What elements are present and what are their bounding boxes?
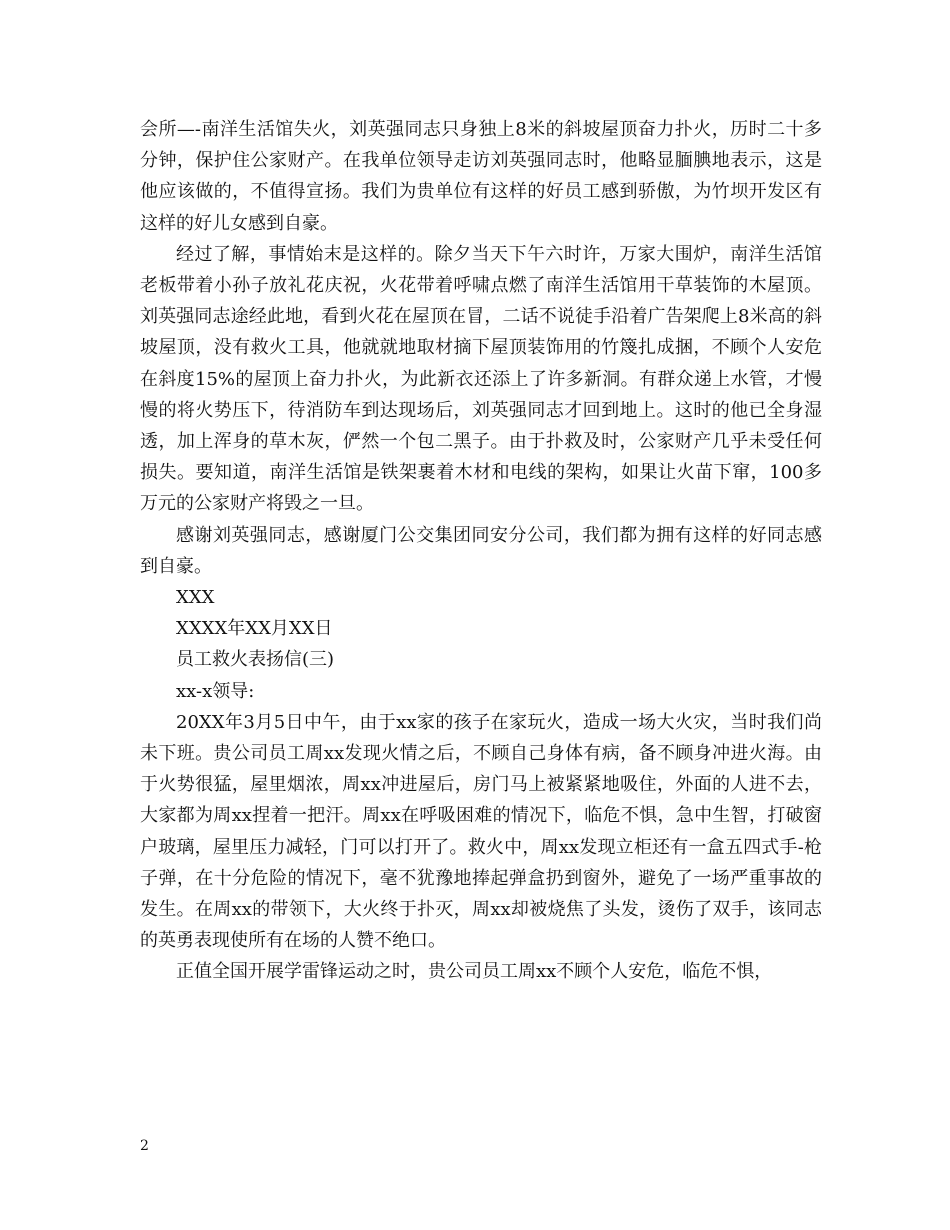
page-number: 2 <box>140 1138 149 1154</box>
date-line: XXXX年XX月XX日 <box>176 618 333 640</box>
document-body <box>140 114 822 988</box>
paragraph-closing-start: 正值全国开展学雷锋运动之时，贵公司员工周xx不顾个人安危，临危不惧， <box>176 961 773 983</box>
paragraph-thanks: 感谢刘英强同志，感谢厦门公交集团同安分公司，我们都为拥有这样的好同志感到自豪。 <box>140 524 822 577</box>
salutation: xx-x领导: <box>176 680 255 702</box>
letter-title: 员工救火表扬信(三) <box>176 649 335 671</box>
paragraph-fire-account: 20XX年3月5日中午，由于xx家的孩子在家玩火，造成一场大火灾，当时我们尚未下班。贵公司员工周xx发现火情之后，不顾自己身体有病，备不顾身冲进火海。由于火势很猛，屋里烟浓，周xx冲进屋后，房门马上被紧紧地吸住，外面的人进不去，大家都为周xx捏着一把汗。周xx在呼吸困难的情况下，临危不惧，急中生智，打破窗户玻璃，屋里压力减轻，门可以打开了。救火中，周xx发现立柜还有一盒五四式手-枪子弹，在十分危险的情况下，毫不犹豫地捧起弹盒扔到窗外，避免了一场严重事故的发生。在周xx的带领下，大火终于扑灭，周xx却被烧焦了头发，烫伤了双手，该同志的英勇表现使所有在场的人赞不绝口。 <box>140 711 822 952</box>
paragraph-continuation: 会所—-南洋生活馆失火，刘英强同志只身独上8米的斜坡屋顶奋力扑火，历时二十多分钟，保护住公家财产。在我单位领导走访刘英强同志时，他略显腼腆地表示，这是他应该做的，不值得宣扬。我们为贵单位有这样的好员工感到骄傲，为竹坝开发区有这样的好儿女感到自豪。 <box>140 119 822 234</box>
paragraph-incident-details: 经过了解，事情始末是这样的。除夕当天下午六时许，万家大围炉，南洋生活馆老板带着小孙子放礼花庆祝，火花带着呼啸点燃了南洋生活馆用干草装饰的木屋顶。刘英强同志途经此地，看到火花在屋顶在冒，二话不说徒手沿着广告架爬上8米高的斜坡屋顶，没有救火工具，他就就地取材摘下屋顶装饰用的竹篾扎成捆，不顾个人安危在斜度15%的屋顶上奋力扑火，为此新衣还添上了许多新洞。有群众递上水管，才慢慢的将火势压下，待消防车到达现场后，刘英强同志才回到地上。这时的他已全身湿透，加上浑身的草木灰，俨然一个包二黑子。由于扑救及时，公家财产几乎未受任何损失。要知道，南洋生活馆是铁架裹着木材和电线的架构，如果让火苗下窜，100多万元的公家财产将毁之一旦。 <box>140 243 822 515</box>
signature: XXX <box>176 587 215 609</box>
